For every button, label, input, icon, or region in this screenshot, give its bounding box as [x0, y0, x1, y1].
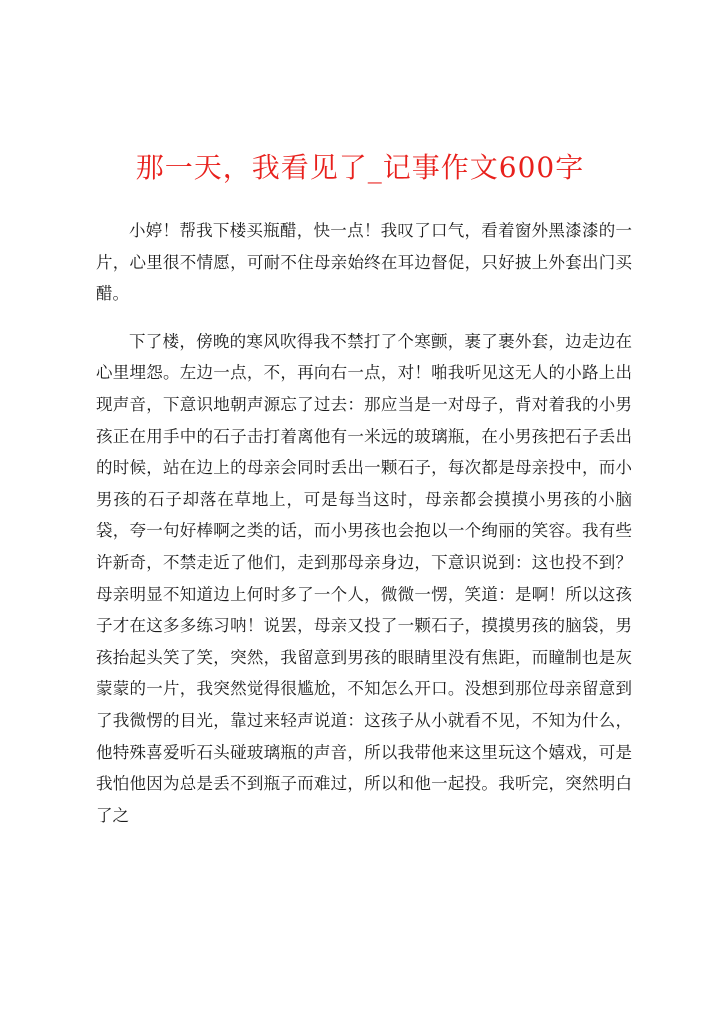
paragraph-1: 小婷！帮我下楼买瓶醋，快一点！我叹了口气，看着窗外黑漆漆的一片，心里很不情愿，可耐不住母亲始终在耳边督促，只好披上外套出门买醋。: [96, 221, 632, 304]
document-body: [96, 215, 632, 847]
document-title: 那一天，我看见了_记事作文600字: [135, 151, 585, 184]
paragraph-2: 下了楼，傍晚的寒风吹得我不禁打了个寒颤，裹了裹外套，边走边在心里埋怨。左边一点，不，再向右一点，对！啪我听见这无人的小路上出现声音，下意识地朝声源忘了过去：那应当是一对母子，背对着我的小男孩正在用手中的石子击打着离他有一米远的玻璃瓶，在小男孩把石子丢出的时候，站在边上的母亲会同时丢出一颗石子，每次都是母亲投中，而小男孩的石子却落在草地上，可是每当这时，母亲都会摸摸小男孩的小脑袋，夸一句好棒啊之类的话，而小男孩也会抱以一个绚丽的笑容。我有些许新奇，不禁走近了他们，走到那母亲身边，下意识说到：这也投不到？母亲明显不知道边上何时多了一个人，微微一愣，笑道：是啊！所以这孩子才在这多多练习呐！说罢，母亲又投了一颗石子，摸摸男孩的脑袋，男孩抬起头笑了笑，突然，我留意到男孩的眼睛里没有焦距，而瞳制也是灰蒙蒙的一片，我突然觉得很尴尬，不知怎么开口。没想到那位母亲留意到了我微愣的目光，靠过来轻声说道：这孩子从小就看不见，不知为什么，他特殊喜爱听石头碰玻璃瓶的声音，所以我带他来这里玩这个嬉戏，可是我怕他因为总是丢不到瓶子而难过，所以和他一起投。我听完，突然明白了之: [96, 331, 632, 825]
